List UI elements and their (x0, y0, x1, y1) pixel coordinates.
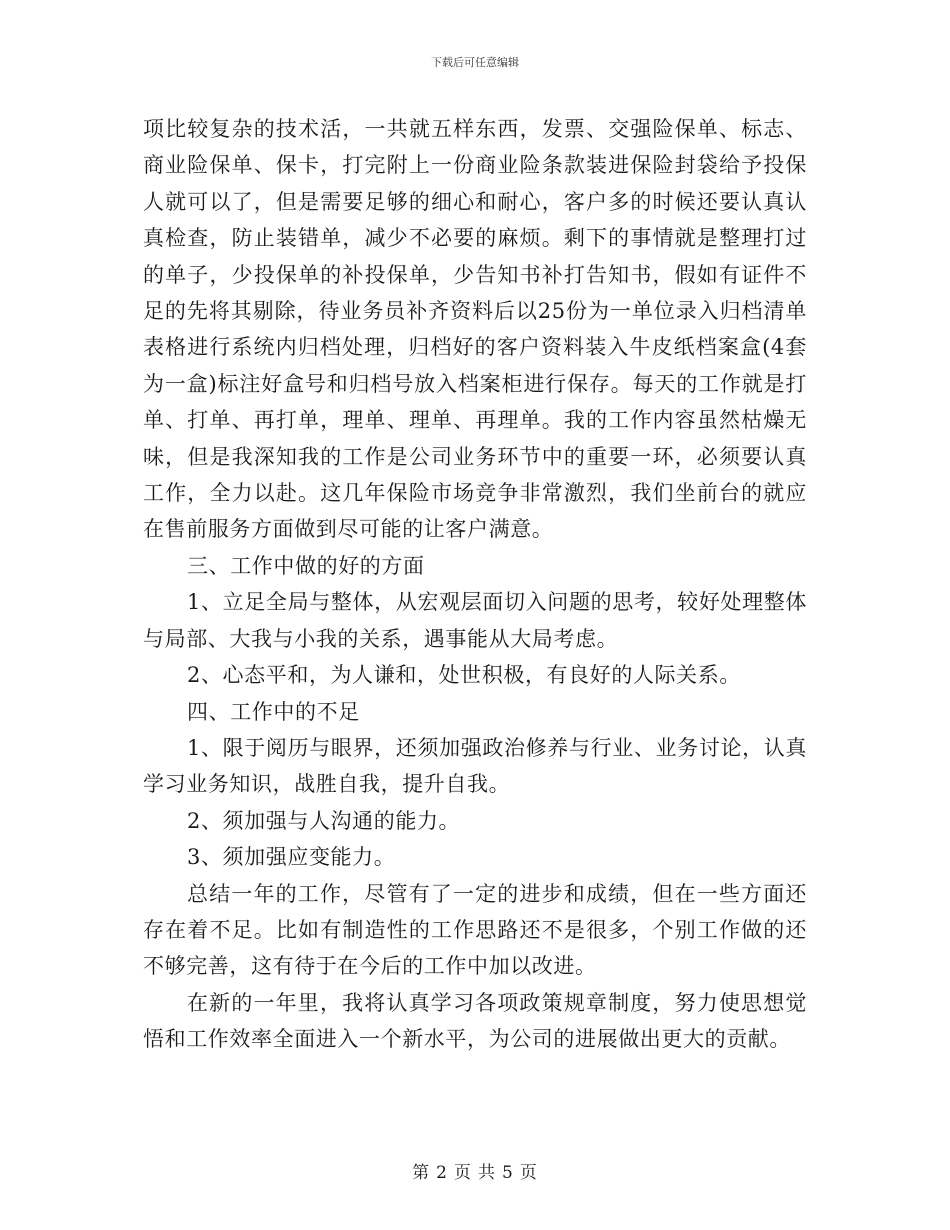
paragraph-7: 3、须加强应变能力。 (187, 845, 396, 870)
page-footer (0, 1158, 950, 1183)
footer-current-page: 2 (436, 1163, 448, 1183)
footer-total-word: 共 (478, 1163, 496, 1183)
footer-page-word: 页 (454, 1163, 472, 1183)
paragraph-2: 1、立足全局与整体，从宏观层面切入问题的思考，较好处理整体与局部、大我与小我的关系，遇事能从大局考虑。 (143, 590, 807, 651)
section-heading-3: 三、工作中做的好的方面 (187, 553, 425, 578)
page-header-note: 下载后可任意编辑 (431, 56, 519, 69)
paragraph-8: 总结一年的工作，尽管有了一定的进步和成绩，但在一些方面还存在着不足。比如有制造性的工作思路还不是很多，个别工作做的还不够完善，这有待于在今后的工作中加以改进。 (143, 881, 807, 979)
paragraph-9: 在新的一年里，我将认真学习各项政策规章制度，努力使思想觉悟和工作效率全面进入一个新水平，为公司的进展做出更大的贡献。 (143, 990, 807, 1052)
footer-prefix: 第 (412, 1163, 431, 1183)
document-body (143, 111, 807, 1058)
paragraph-0: 项比较复杂的技术活，一共就五样东西，发票、交强险保单、标志、商业险保单、保卡，打完附上一份商业险条款装进保险封袋给予投保人就可以了，但是需要足够的细心和耐心，客户多的时候还要认真认真检查，防止装错单，减少不必要的麻烦。剩下的事情就是整理打过的单子，少投保单的补投保单，少告知书补打告知书，假如有证件不足的先将其剔除，待业务员补齐资料后以25份为一单位录入归档清单表格进行系统内归档处理，归档好的客户资料装入牛皮纸档案盒(4套为一盒)标注好盒号和归档号放入档案柜进行保存。每天的工作就是打单、打单、再打单，理单、理单、再理单。我的工作内容虽然枯燥无味，但是我深知我的工作是公司业务环节中的重要一环，必须要认真工作，全力以赴。这几年保险市场竞争非常激烈，我们坐前台的就应在售前服务方面做到尽可能的让客户满意。 (143, 117, 807, 542)
footer-suffix: 页 (519, 1163, 538, 1183)
paragraph-5: 1、限于阅历与眼界，还须加强政治修养与行业、业务讨论，认真学习业务知识，战胜自我，提升自我。 (143, 735, 807, 797)
paragraph-6: 2、须加强与人沟通的能力。 (187, 808, 461, 833)
paragraph-3: 2、心态平和，为人谦和，处世积极，有良好的人际关系。 (187, 663, 741, 688)
footer-total-pages: 5 (502, 1163, 514, 1183)
section-heading-4: 四、工作中的不足 (187, 699, 360, 724)
